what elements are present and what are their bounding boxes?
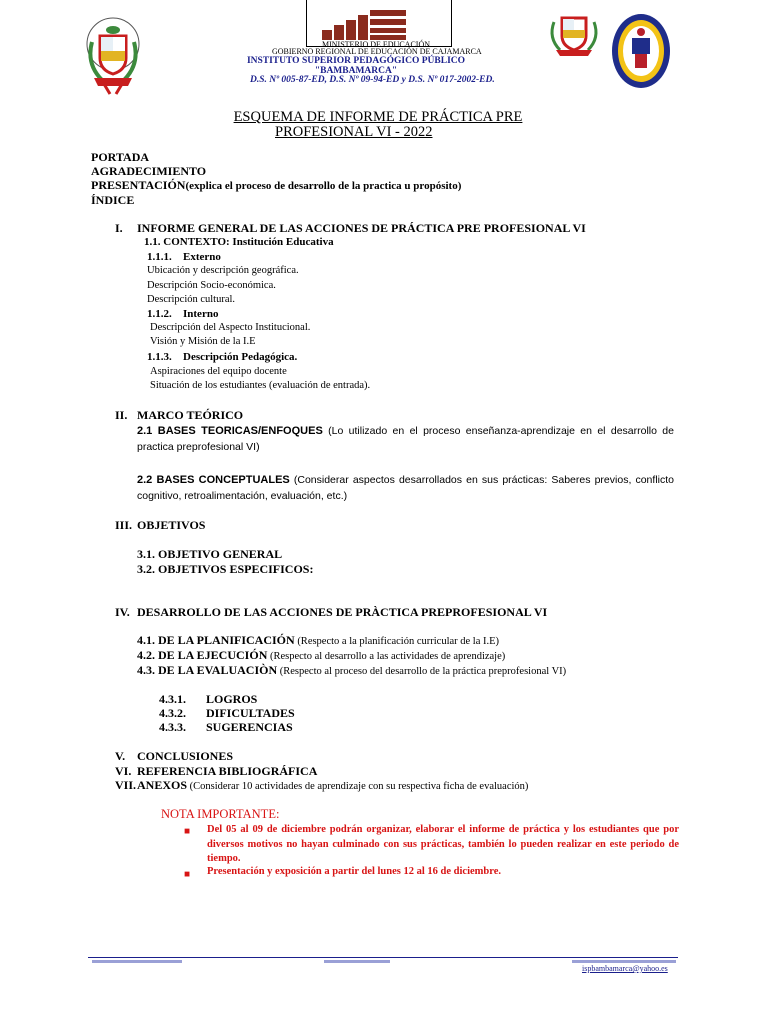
section-3-2: 3.2. OBJETIVOS ESPECIFICOS: bbox=[137, 562, 314, 576]
section-4-3-text: (Respecto al proceso del desarrollo de la práctica preprofesional VI) bbox=[277, 666, 567, 677]
footer-email[interactable]: ispbambamarca@yahoo.es bbox=[582, 964, 668, 973]
section-2-1 bbox=[137, 423, 674, 455]
section-4-number: IV. bbox=[115, 605, 130, 619]
section-1-1: 1.1. CONTEXTO: Institución Educativa bbox=[144, 236, 334, 248]
pedagogical-item: Aspiraciones del equipo docente bbox=[150, 366, 287, 377]
section-5-number: V. bbox=[115, 749, 126, 763]
decrees-label: D.S. Nº 005-87-ED, D.S. Nº 09-94-ED y D.S. Nº 017-2002-ED. bbox=[250, 75, 495, 85]
internal-item: Descripción del Aspecto Institucional. bbox=[150, 322, 311, 333]
section-6-number: VI. bbox=[115, 764, 132, 778]
section-2-1-label: 2.1 BASES TEORICAS/ENFOQUES bbox=[137, 425, 323, 437]
section-3-title: OBJETIVOS bbox=[137, 518, 206, 532]
portada: PORTADA bbox=[91, 150, 150, 164]
pedagogical-item: Situación de los estudiantes (evaluación de entrada). bbox=[150, 380, 371, 391]
section-1-1-1-number: 1.1.1. bbox=[147, 251, 172, 263]
footer-web-illegible bbox=[572, 960, 676, 963]
section-4-2-text: (Respecto al desarrollo a las actividades de aprendizaje) bbox=[267, 651, 506, 662]
external-item: Descripción cultural. bbox=[147, 294, 236, 305]
section-2-2-text: (Considerar aspectos desarrollados en sus prácticas: Saberes previos, conflicto cognitivo, retroalimentación, evaluación, etc.) bbox=[137, 474, 674, 502]
section-7-text: (Considerar 10 actividades de aprendizaje con su respectiva ficha de evaluación) bbox=[187, 781, 529, 792]
section-5-title: CONCLUSIONES bbox=[137, 749, 234, 763]
internal-item: Visión y Misión de la I.E bbox=[150, 336, 256, 347]
doc-title-line2: PROFESIONAL VI - 2022 bbox=[275, 124, 433, 140]
section-1-title: INFORME GENERAL DE LAS ACCIONES DE PRÁCTICA PRE PROFESIONAL VI bbox=[137, 221, 586, 235]
section-4-3-2: DIFICULTADES bbox=[206, 706, 295, 720]
section-4-3-1-number: 4.3.1. bbox=[159, 692, 186, 706]
section-4-1-text: (Respecto a la planificación curricular de la I.E) bbox=[294, 636, 500, 647]
section-2-2 bbox=[137, 472, 674, 504]
note-bullet-2: Presentación y exposición a partir del lunes 12 al 16 de diciembre. bbox=[207, 866, 501, 877]
institute-label: INSTITUTO SUPERIOR PEDAGÓGICO PÚBLICO bbox=[246, 56, 466, 66]
section-4-3-3-number: 4.3.3. bbox=[159, 720, 186, 734]
section-4-2-label: 4.2. DE LA EJECUCIÓN bbox=[137, 648, 268, 662]
section-7-number: VII. bbox=[115, 778, 137, 792]
section-4-3-1: LOGROS bbox=[206, 692, 258, 706]
note-title: NOTA IMPORTANTE: bbox=[161, 807, 280, 821]
section-1-1-2-number: 1.1.2. bbox=[147, 308, 172, 320]
section-4-2 bbox=[137, 648, 505, 663]
section-2-2-label: 2.2 BASES CONCEPTUALES bbox=[137, 474, 290, 486]
section-7-title: ANEXOS bbox=[137, 778, 188, 792]
regional-label: GOBIERNO REGIONAL DE EDUCACIÓN DE CAJAMARCA bbox=[272, 47, 482, 56]
institute-name: "BAMBAMARCA" bbox=[314, 66, 398, 76]
institute-seal bbox=[610, 12, 672, 90]
section-2-1-text: (Lo utilizado en el proceso enseñanza-aprendizaje en el desarrollo de practica preprofesional VI) bbox=[137, 425, 674, 453]
section-1-1-3: Descripción Pedagógica. bbox=[183, 351, 298, 363]
section-2-title: MARCO TEÓRICO bbox=[137, 408, 244, 422]
external-item: Ubicación y descripción geográfica. bbox=[147, 265, 299, 276]
section-7 bbox=[137, 778, 528, 793]
agradecimiento: AGRADECIMIENTO bbox=[91, 164, 207, 178]
ministry-label: MINISTERIO DE EDUCACIÓN bbox=[322, 40, 430, 49]
peru-coat-of-arms-right bbox=[546, 8, 602, 58]
presentacion-note: (explica el proceso de desarrollo de la practica u propósito) bbox=[185, 180, 462, 192]
indice: ÍNDICE bbox=[91, 193, 135, 207]
section-1-1-1: Externo bbox=[183, 251, 221, 263]
section-3-number: III. bbox=[115, 518, 133, 532]
section-4-3-2-number: 4.3.2. bbox=[159, 706, 186, 720]
footer-rule bbox=[88, 957, 678, 958]
presentacion bbox=[91, 178, 461, 193]
footer-address-illegible bbox=[92, 960, 182, 963]
doc-title-line1: ESQUEMA DE INFORME DE PRÁCTICA PRE bbox=[233, 109, 523, 125]
section-2-number: II. bbox=[115, 408, 128, 422]
institute-logo bbox=[322, 10, 406, 40]
section-6-title: REFERENCIA BIBLIOGRÁFICA bbox=[137, 764, 318, 778]
section-4-3-label: 4.3. DE LA EVALUACIÒN bbox=[137, 663, 278, 677]
section-4-1 bbox=[137, 633, 499, 648]
bullet-icon: ■ bbox=[184, 826, 191, 837]
footer-phone-illegible bbox=[324, 960, 390, 963]
external-item: Descripción Socio-económica. bbox=[147, 280, 276, 291]
presentacion-label: PRESENTACIÓN bbox=[91, 178, 186, 192]
bullet-icon: ■ bbox=[184, 869, 191, 880]
section-4-title: DESARROLLO DE LAS ACCIONES DE PRÀCTICA PREPROFESIONAL VI bbox=[137, 605, 548, 619]
section-4-3-3: SUGERENCIAS bbox=[206, 720, 293, 734]
section-4-1-label: 4.1. DE LA PLANIFICACIÓN bbox=[137, 633, 295, 647]
section-1-1-3-number: 1.1.3. bbox=[147, 351, 172, 363]
section-1-1-2: Interno bbox=[183, 308, 219, 320]
section-3-1: 3.1. OBJETIVO GENERAL bbox=[137, 547, 283, 561]
section-1-number: I. bbox=[115, 221, 123, 235]
section-4-3 bbox=[137, 663, 566, 678]
note-bullet-1: Del 05 al 09 de diciembre podrán organizar, elaborar el informe de práctica y los estudiantes que por diversos motivos no hayan culminado con sus prácticas, también lo pueden realizar en este periodo de tiempo. bbox=[207, 824, 679, 864]
